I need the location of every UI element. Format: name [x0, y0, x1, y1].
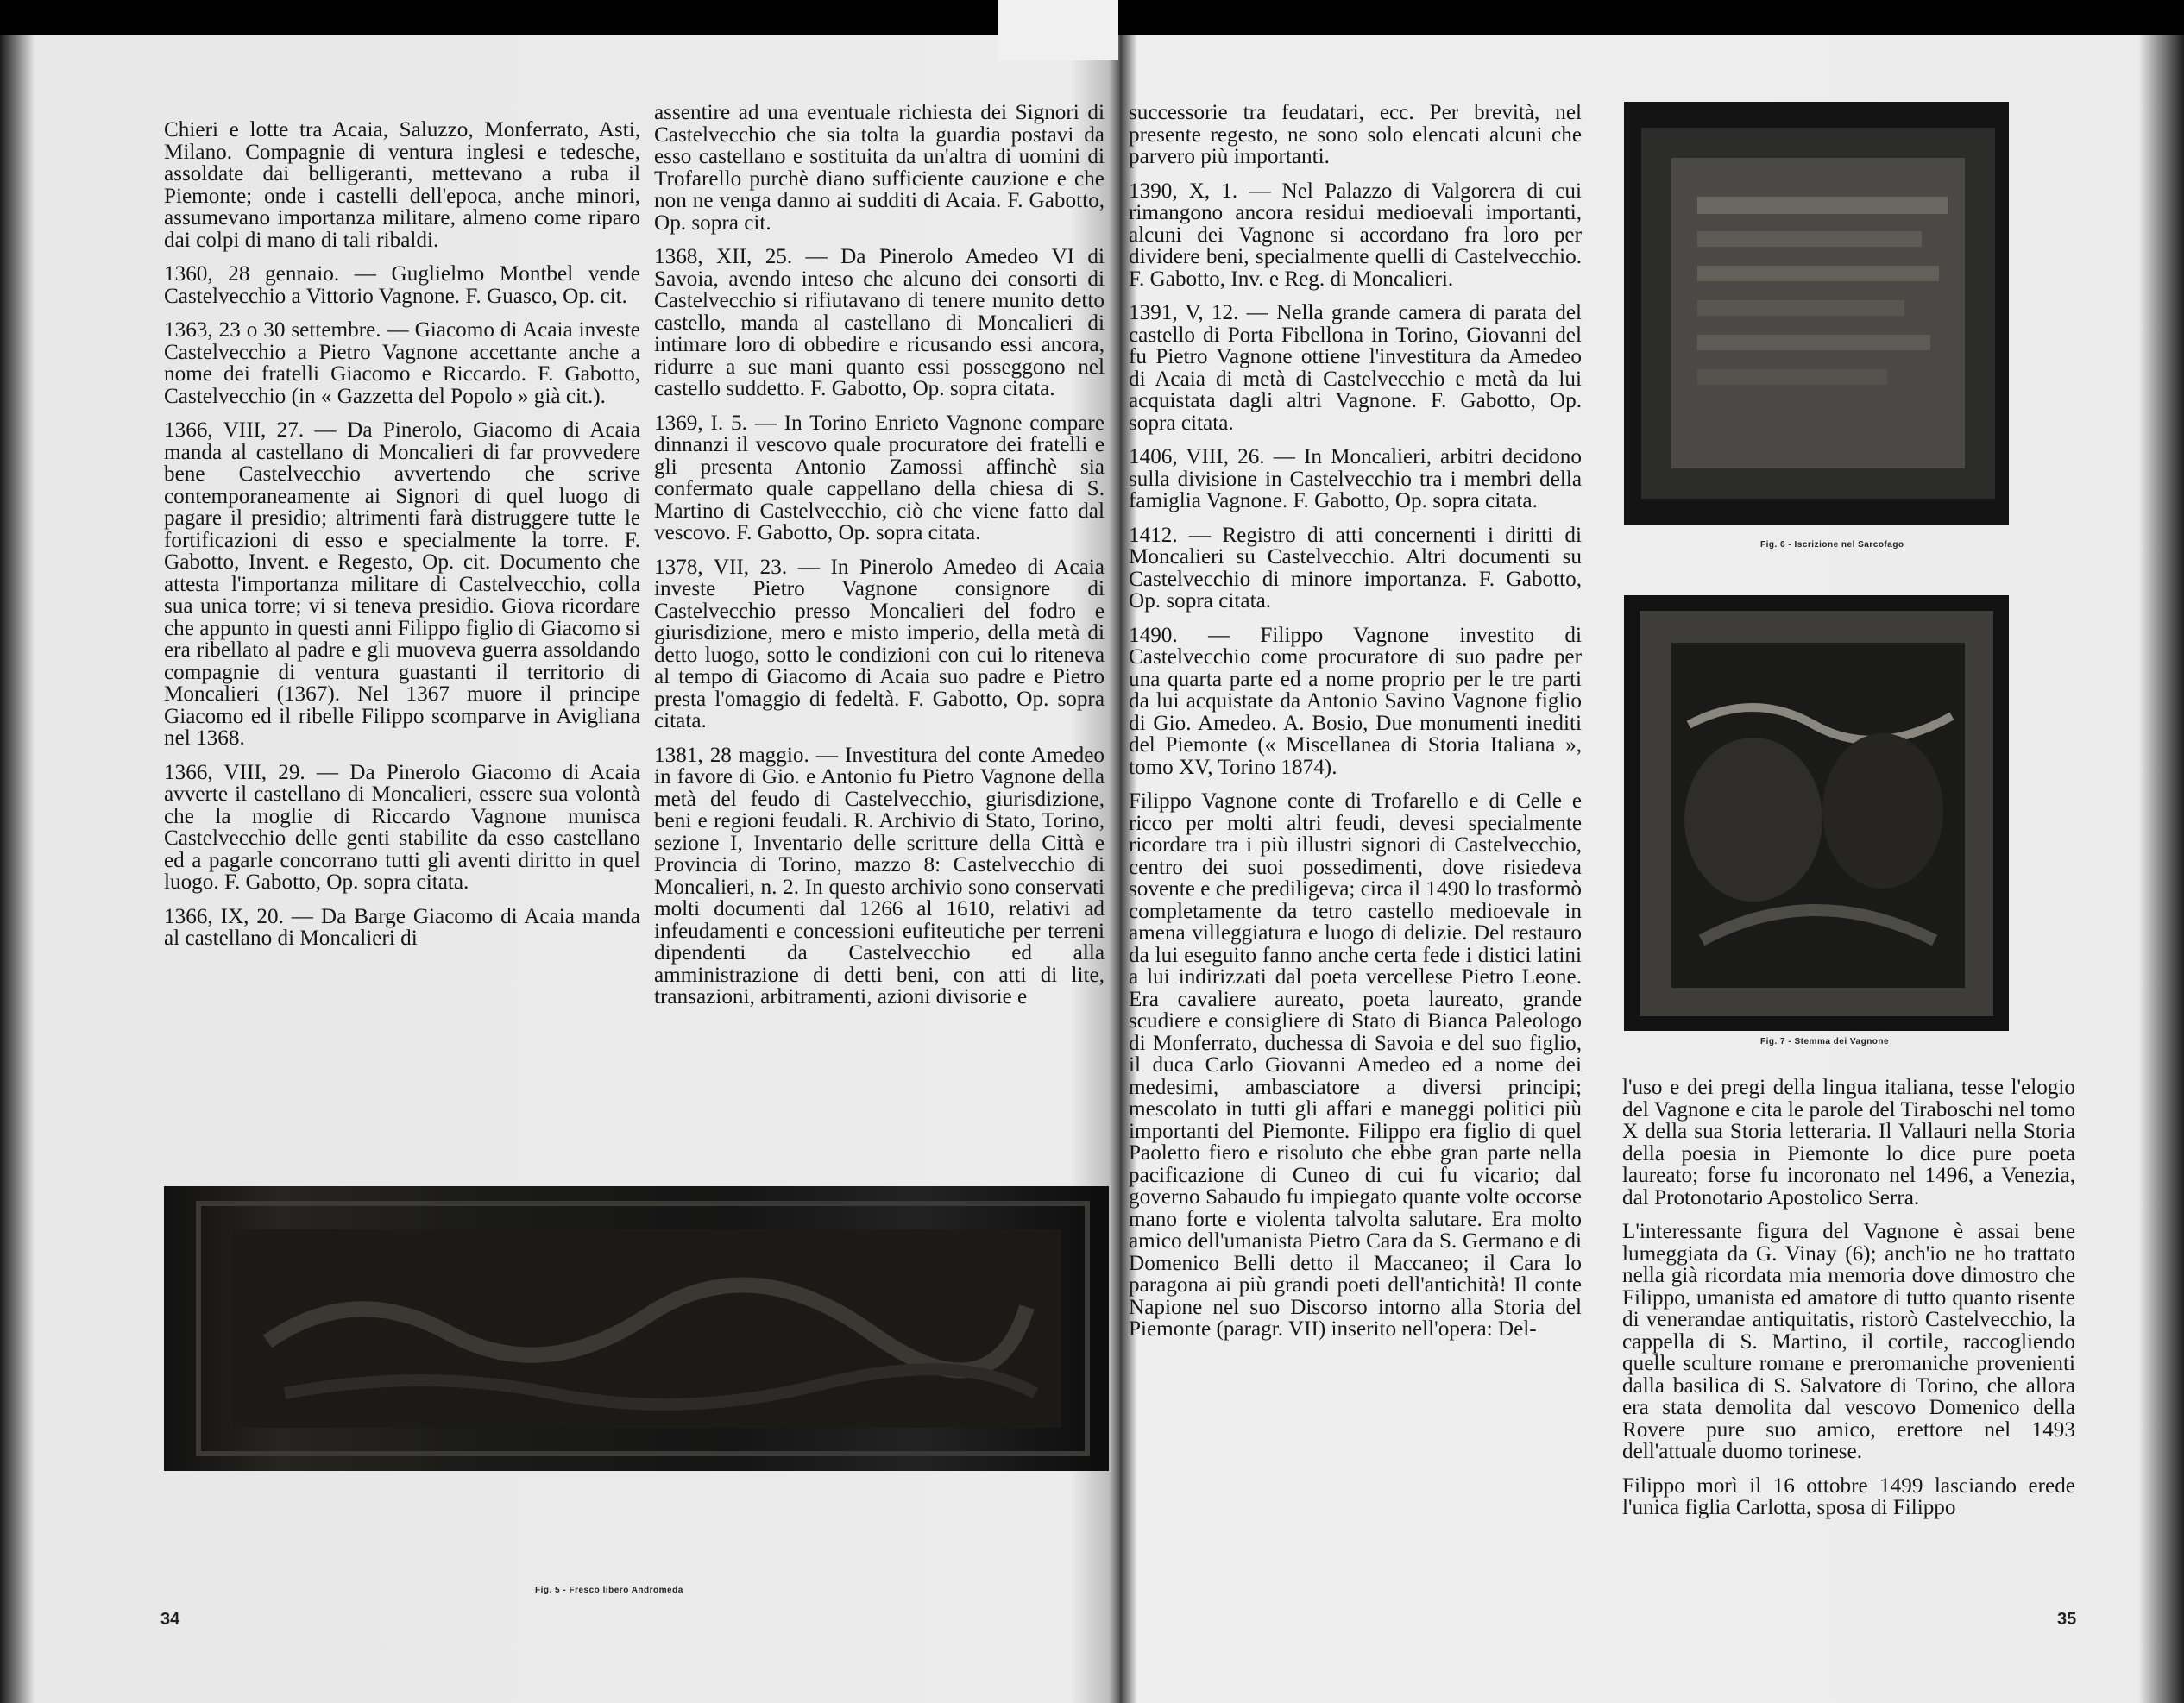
paragraph: Chieri e lotte tra Acaia, Saluzzo, Monferrato, Asti, Milano. Compagnie di ventura inglesi e tedesche, assoldate dai belligeranti, mettevano a ruba il Piemonte; onde i castelli dell'epoca, anche minori, assumevano importanza militare, almeno come riparo dai colpi di mano di tali ribaldi. — [164, 118, 640, 252]
inscription-image — [1624, 102, 2009, 525]
inscription-photo — [1624, 102, 2009, 525]
paragraph: 1378, VII, 23. — In Pinerolo Amedeo di Acaia investe Pietro Vagnone consignore di Castelvecchio presso Moncalieri del fodro e giurisdizione, mero e misto imperio, della metà di detto luogo, sotto le condizioni con cui lo riteneva al tempo di Giacomo di Acaia suo padre e Pietro presta l'omaggio di fedeltà. F. Gabotto, Op. sopra citata. — [654, 555, 1105, 732]
fresco-photo — [164, 1186, 1109, 1471]
paragraph: 1368, XII, 25. — Da Pinerolo Amedeo VI di Savoia, avendo inteso che alcuno dei consorti di Castelvecchio si rifiutavano di tenere munito detto castello, manda al castellano di Moncalieri di intimare loro di obbedire e ricusando essi ancora, ridurre a sue mani quanto essi posseggono nel castello suddetto. F. Gabotto, Op. sopra citata. — [654, 245, 1105, 400]
right-page-column-2 — [1622, 1077, 2075, 1531]
paragraph: 1369, I. 5. — In Torino Enrieto Vagnone compare dinnanzi il vescovo quale procuratore dei fratelli e gli presenta Antonio Zamossi affinchè sia confermato quale cappellano della chiesa di S. Martino di Castelvecchio, ciò che viene fatto dal vescovo. F. Gabotto, Op. sopra citata. — [654, 411, 1105, 544]
right-page-column-1 — [1129, 102, 1582, 1353]
paragraph: 1390, X, 1. — Nel Palazzo di Valgorera di cui rimangono ancora residui medioevali importanti, alcuni dei Vagnone si accordano fra loro per dividere beni, specialmente quelli di Castelvecchio. F. Gabotto, Inv. e Reg. di Moncalieri. — [1129, 179, 1582, 291]
page-top-notch — [998, 0, 1118, 60]
coat-of-arms-photo — [1624, 595, 2009, 1031]
paragraph: 1363, 23 o 30 settembre. — Giacomo di Acaia investe Castelvecchio a Pietro Vagnone accettante anche a nome dei fratelli Giacomo e Riccardo. F. Gabotto, Castelvecchio (in « Gazzetta del Popolo » già cit.). — [164, 318, 640, 408]
paragraph: L'interessante figura del Vagnone è assai bene lumeggiata da G. Vinay (6); anch'io ne ho trattato nella già ricordata mia memoria dove dimostro che Filippo, umanista ed amatore di tutto quanto risente di venerandae antiquitatis, ristorò Castelvecchio, la cappella di S. Martino, il cortile, raccogliendo quelle sculture romane e preromaniche provenienti dalla basilica di S. Salvatore di Torino, che allora era stata demolita dal vescovo Domenico della Rovere pure suo amico, erettore nel 1493 dell'attuale duomo torinese. — [1622, 1220, 2075, 1463]
page-number: 34 — [160, 1610, 180, 1629]
paragraph: 1412. — Registro di atti concernenti i diritti di Moncalieri su Castelvecchio. Altri documenti su Castelvecchio di minore importanza. F. Gabotto, Op. sopra citata. — [1129, 523, 1582, 613]
coat-of-arms-image — [1624, 595, 2009, 1031]
figure-caption-fig6: Fig. 6 - Iscrizione nel Sarcofago — [1760, 540, 1904, 550]
paragraph: 1381, 28 maggio. — Investitura del conte Amedeo in favore di Gio. e Antonio fu Pietro Vagnone della metà del feudo di Castelvecchio, giurisdizione, beni e regioni feudali. R. Archivio di Stato, Torino, sezione I, Inventario delle scritture della Città e Provincia di Torino, mazzo 8: Castelvecchio di Moncalieri, n. 2. In questo archivio sono conservati molti documenti dal 1266 al 1610, relativi ad infeudamenti e concessioni eufiteutiche per terreni dipendenti da Castelvecchio ed alla amministrazione di detti beni, con atti di lite, transazioni, arbitramenti, azioni divisorie e — [654, 743, 1105, 1009]
paragraph: 1391, V, 12. — Nella grande camera di parata del castello di Porta Fibellona in Torino, Giovanni del fu Pietro Vagnone ottiene l'investitura da Amedeo di Acaia di metà di Castelvecchio e metà da lui acquistata dagli altri Vagnone. F. Gabotto, Op. sopra citata. — [1129, 301, 1582, 435]
paragraph: successorie tra feudatari, ecc. Per brevità, nel presente regesto, ne sono solo elencati alcuni che parvero più importanti. — [1129, 101, 1582, 168]
paragraph: Filippo morì il 16 ottobre 1499 lasciando erede l'unica figlia Carlotta, sposa di Filippo — [1622, 1474, 2075, 1519]
fresco-image — [164, 1186, 1109, 1471]
figure-caption: Fig. 5 - Fresco libero Andromeda — [535, 1586, 683, 1595]
left-page-column-1 — [164, 119, 640, 962]
left-page-column-2 — [654, 102, 1105, 1021]
paragraph: assentire ad una eventuale richiesta dei Signori di Castelvecchio che sia tolta la guardia postavi da esso castellano e sostituita da un'altra di uomini di Trofarello purchè diano sufficiente cauzione e che non ne venga danno ai sudditi di Acaia. F. Gabotto, Op. sopra cit. — [654, 101, 1105, 235]
paragraph: 1360, 28 gennaio. — Guglielmo Montbel vende Castelvecchio a Vittorio Vagnone. F. Guasco, Op. cit. — [164, 262, 640, 308]
paragraph: Filippo Vagnone conte di Trofarello e di Celle e ricco per molti altri feudi, devesi specialmente ricordare tra i più illustri signori di Castelvecchio, centro dei suoi possedimenti, dove risiedeva sovente e che prediligeva; circa il 1490 lo trasformò completamente da tetro castello medioevale in amena villeggiatura e luogo di delizie. Del restauro da lui eseguito fanno anche certa fede i distici latini a lui indirizzati dal poeta vercellese Pietro Leone. Era cavaliere aureato, poeta laureato, grande scudiere e consigliere di Stato di Bianca Paleologo di Monferrato, duchessa di Savoia e del suo figlio, il duca Carlo Giovanni Amedeo ed a nome dei medesimi, ambasciatore a diversi principi; mescolato in tutti gli affari e maneggi politici più importanti del Piemonte. Filippo era figlio di quel Paoletto fiero e risoluto che ebbe gran parte nella pacificazione di Cuneo di cui fu vicario; dal governo Sabaudo fu impiegato quante volte occorse mano forte e violenta talvolta salutare. Era molto amico dell'umanista Pietro Cara da S. Germano e di Domenico Belli detto il Maccaneo; il Cara lo paragona ai più grandi poeti dell'antichità! Il conte Napione nel suo Discorso intorno alla Storia del Piemonte (paragr. VII) inserito nell'opera: Del- — [1129, 789, 1582, 1341]
paragraph: 1406, VIII, 26. — In Moncalieri, arbitri decidono sulla divisione in Castelvecchio tra i membri della famiglia Vagnone. F. Gabotto, Op. sopra citata. — [1129, 445, 1582, 512]
paragraph: 1490. — Filippo Vagnone investito di Castelvecchio come procuratore di suo padre per una quarta parte ed a nome proprio per le tre parti da lui acquistate da Antonio Savino Vagnone figlio di Gio. Amedeo. A. Bosio, Due monumenti inediti del Piemonte (« Miscellanea di Storia Italiana », tomo XV, Torino 1874). — [1129, 623, 1582, 779]
page-number: 35 — [2057, 1610, 2077, 1629]
figure-caption-fig7: Fig. 7 - Stemma dei Vagnone — [1760, 1037, 1890, 1046]
paragraph: 1366, VIII, 27. — Da Pinerolo, Giacomo di Acaia manda al castellano di Moncalieri di far provvedere bene Castelvecchio avvertendo che scrive contemporaneamente ai Signori di quel luogo di pagare il presidio; altrimenti farà distruggere tutte le fortificazioni di esso e specialmente la torre. F. Gabotto, Invent. e Regesto, Op. cit. Documento che attesta l'importanza militare di Castelvecchio, colla sua unica torre; vi si teneva presidio. Giova ricordare che appunto in questi anni Filippo figlio di Giacomo si era ribellato al padre e gli muoveva guerra assoldando compagnie di ventura guastanti il territorio di Moncalieri (1367). Nel 1367 muore il principe Giacomo ed il ribelle Filippo scomparve in Avigliana nel 1368. — [164, 418, 640, 750]
paragraph: 1366, IX, 20. — Da Barge Giacomo di Acaia manda al castellano di Moncalieri di — [164, 904, 640, 950]
paragraph: 1366, VIII, 29. — Da Pinerolo Giacomo di Acaia avverte il castellano di Moncalieri, essere sua volontà che la moglie di Riccardo Vagnone munisca Castelvecchio delle genti stabilite da esso castellano ed a pagarle concorrano tutti gli aventi diritto in quel luogo. F. Gabotto, Op. sopra citata. — [164, 760, 640, 894]
paragraph: l'uso e dei pregi della lingua italiana, tesse l'elogio del Vagnone e cita le parole del Tiraboschi nel tomo X della sua Storia letteraria. Il Vallauri nella Storia della poesia in Piemonte lo dice pure poeta laureato; forse fu incoronato nel 1496, a Venezia, dal Protonotario Apostolico Serra. — [1622, 1076, 2075, 1210]
